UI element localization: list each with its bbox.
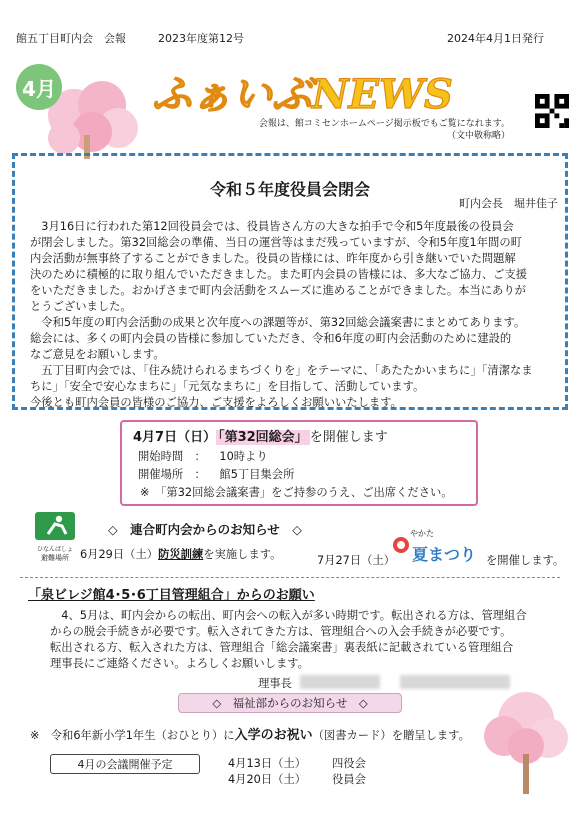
icon-label: 避難場所 [41,554,69,562]
schedule-label: 4月の会議開催予定 [50,754,200,774]
drill-date: 6月29日（土） [80,548,159,561]
text-line: 今後とも町内会員の皆様のご協力、ご支援をよろしくお願いいたします。 [30,396,402,409]
time-value: 10時より [219,450,268,463]
festival-icon [392,536,410,554]
meeting-date: 4月7日（日） [133,430,217,445]
schedule-date-1: 4月13日（土） [228,757,307,770]
divider [20,577,560,578]
signer-label: 理事長 [258,677,292,690]
icon-label: ひなんばしょ [36,546,73,553]
welfare-text-post: （図書カード）を贈呈します。 [312,729,470,742]
festival-name: 夏まつり [412,545,477,564]
org-name: 館五丁目町内会 会報 [16,32,126,45]
meeting-place [138,466,294,482]
text-line: をいただきました。おかげさまで町内会活動をスムーズに進めることができました。本当にありが [30,284,526,297]
text-line: 令和5年度の町内会活動の成果と次年度への課題等が、第32回総会議案書にまとめてあります。 [30,316,526,329]
place-value: 館5丁目集会所 [219,468,295,481]
publish-date: 2024年4月1日発行 [447,32,544,45]
redacted-name [300,675,380,689]
drill-suffix: を実施します。 [203,548,282,561]
text-line: 転出される方、転入された方は、管理組合「総会議案書」裏表紙に記載されている管理組合 [50,641,514,654]
fest-small-label: やかた [410,529,434,538]
text-line: 3月16日に行われた第12回役員会では、役員皆さん方の大きな拍手で令和5年度最後の役員会 [30,220,514,233]
meeting-time [138,448,268,464]
paragraph-3 [30,363,558,411]
welfare-text-bold: 入学のお祝い [234,728,313,743]
text-line: 内会活動が無事終了することができました。役員の皆様には、昨年度から引き継いでいた問題解 [30,252,516,265]
text-line: とうございました。 [30,300,132,313]
text-line: なご意見をお願いします。 [30,348,165,361]
text-line: が閉会しました。第32回総会の準備、当日の運営等はまだ残っていますが、令和5年度1年間の町 [30,236,522,249]
text-line: 理事長にご連絡ください。よろしくお願いします。 [50,657,309,670]
union-title: ◇ 連合町内会からのお知らせ ◇ [108,522,302,537]
meeting-name: 「第32回総会」 [218,430,308,445]
logo-text: ふぁいぶNEWS [152,71,453,118]
drill-name: 防災訓練 [158,548,204,561]
text-line: 五丁目町内会では、「住み続けられるまちづくりを」をテーマに、「あたたかいまちに」「清潔なま [30,364,533,377]
cherry-tree-illustration [478,680,574,800]
time-label: 開始時間 ： [138,450,206,463]
evacuation-site-icon [35,512,75,562]
paragraph-1 [30,219,558,315]
assoc-title: 「泉ビレジ館4･5･6丁目管理組合」からのお願い [28,588,315,603]
text-line: 総会には、多くの町内会員の皆様に参加していただき、令和6年度の町内会活動のために建設的 [30,332,512,345]
text-line: 決のために積極的に取り組んでいただきました。また町内会員の皆様には、多大なご協力、ご支援 [30,268,528,281]
text-line: 4、5月は、町内会からの転出、町内会への転入が多い時期です。転出される方は、管理組合 [50,609,527,622]
text-line: ちに」「安全で安心なまちに」「元気なまちに」を目指して、活動しています。 [30,380,425,393]
meeting-note: ※ 「第32回総会議案書」をご持参のうえ、ご出席ください。 [140,486,453,499]
qr-code-icon [535,94,569,128]
meeting-title [133,426,388,445]
welfare-notice [30,724,470,743]
drill-notice [80,546,281,562]
schedule-date-2: 4月20日（土） [228,773,307,786]
paragraph-2 [30,315,558,363]
schedule-name-1: 四役会 [332,757,366,770]
honorific-note: （文中敬称略） [446,131,510,141]
fest-date: 7月27日（土） [317,554,396,567]
website-note: 会報は、館コミセンホームページ掲示板でもご覧になれます。 [258,119,510,129]
meeting-suffix: を開催します [309,430,388,445]
main-title: 令和５年度役員会閉会 [209,180,370,199]
welfare-title: ◇ 福祉部からのお知らせ ◇ [178,693,402,713]
month-badge: 4月 [16,64,62,110]
place-label: 開催場所 ： [138,468,206,481]
issue-number: 2023年度第12号 [158,32,244,45]
text-line: からの脱会手続きが必要です。転入されてきた方は、管理組合への入会手続きが必要です。 [50,625,512,638]
author: 町内会長 堀井佳子 [459,197,558,210]
welfare-text-pre: ※ 令和6年新小学1年生（おひとり）に [30,729,235,742]
assoc-body [50,608,560,672]
fest-suffix: を開催します。 [486,554,565,567]
schedule-name-2: 役員会 [332,773,366,786]
newsletter-logo [148,64,478,118]
